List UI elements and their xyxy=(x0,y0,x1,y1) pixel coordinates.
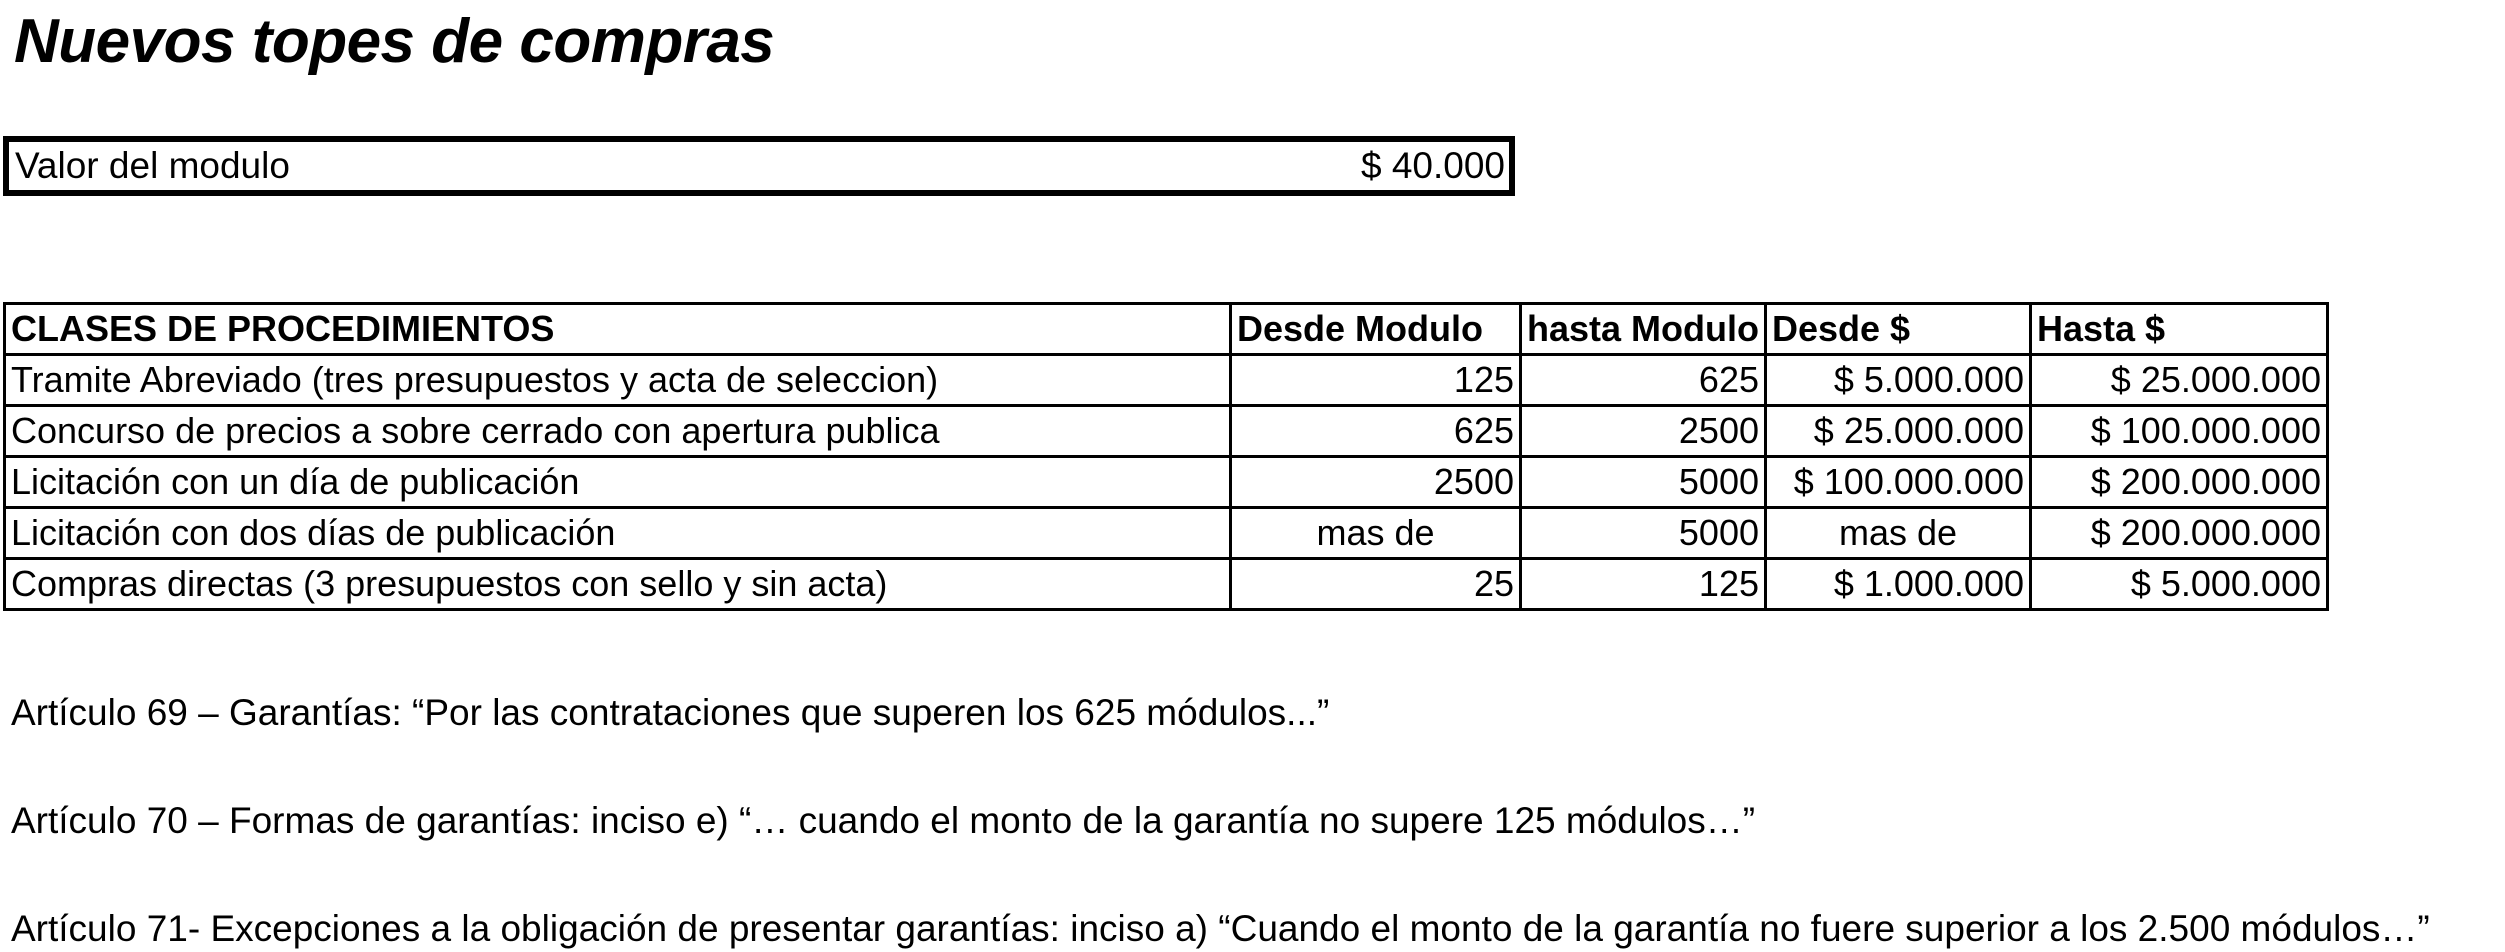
header-procedure-class: CLASES DE PROCEDIMIENTOS xyxy=(5,304,1231,355)
from-amount: $ 25.000.000 xyxy=(1766,406,2031,457)
procedure-name: Tramite Abreviado (tres presupuestos y acta de seleccion) xyxy=(5,355,1231,406)
table-row xyxy=(5,355,2328,406)
to-amount: $ 100.000.000 xyxy=(2031,406,2328,457)
table-row xyxy=(5,406,2328,457)
page-title: Nuevos topes de compras xyxy=(14,7,775,76)
from-amount: $ 1.000.000 xyxy=(1766,559,2031,610)
module-value-box xyxy=(3,136,1515,196)
to-module: 125 xyxy=(1521,559,1766,610)
procedure-name: Licitación con un día de publicación xyxy=(5,457,1231,508)
to-module: 5000 xyxy=(1521,457,1766,508)
header-from-amount: Desde $ xyxy=(1766,304,2031,355)
from-amount: $ 100.000.000 xyxy=(1766,457,2031,508)
to-amount: $ 200.000.000 xyxy=(2031,457,2328,508)
procedure-name: Compras directas (3 presupuestos con sello y sin acta) xyxy=(5,559,1231,610)
header-to-amount: Hasta $ xyxy=(2031,304,2328,355)
to-module: 2500 xyxy=(1521,406,1766,457)
to-module: 625 xyxy=(1521,355,1766,406)
table-header-row xyxy=(5,304,2328,355)
note-article-71: Artículo 71- Excepciones a la obligación de presentar garantías: inciso a) “Cuando el monto de la garantía no fuere superior a los 2.500 módulos…” xyxy=(11,908,2430,949)
from-module: 25 xyxy=(1231,559,1521,610)
from-amount: mas de xyxy=(1766,508,2031,559)
module-value-label: Valor del modulo xyxy=(15,145,290,186)
table-row xyxy=(5,457,2328,508)
table-row xyxy=(5,508,2328,559)
to-amount: $ 200.000.000 xyxy=(2031,508,2328,559)
module-value-amount: $ 40.000 xyxy=(1360,145,1505,186)
to-amount: $ 5.000.000 xyxy=(2031,559,2328,610)
header-from-module: Desde Modulo xyxy=(1231,304,1521,355)
from-module: 125 xyxy=(1231,355,1521,406)
from-module: 625 xyxy=(1231,406,1521,457)
procedures-table xyxy=(3,302,2329,611)
note-article-69: Artículo 69 – Garantías: “Por las contrataciones que superen los 625 módulos...” xyxy=(11,692,1330,733)
from-module: mas de xyxy=(1231,508,1521,559)
from-amount: $ 5.000.000 xyxy=(1766,355,2031,406)
note-article-70: Artículo 70 – Formas de garantías: inciso e) “… cuando el monto de la garantía no supere 125 módulos…” xyxy=(11,800,1756,841)
header-to-module: hasta Modulo xyxy=(1521,304,1766,355)
from-module: 2500 xyxy=(1231,457,1521,508)
to-module: 5000 xyxy=(1521,508,1766,559)
to-amount: $ 25.000.000 xyxy=(2031,355,2328,406)
procedure-name: Licitación con dos días de publicación xyxy=(5,508,1231,559)
procedure-name: Concurso de precios a sobre cerrado con apertura publica xyxy=(5,406,1231,457)
table-row xyxy=(5,559,2328,610)
